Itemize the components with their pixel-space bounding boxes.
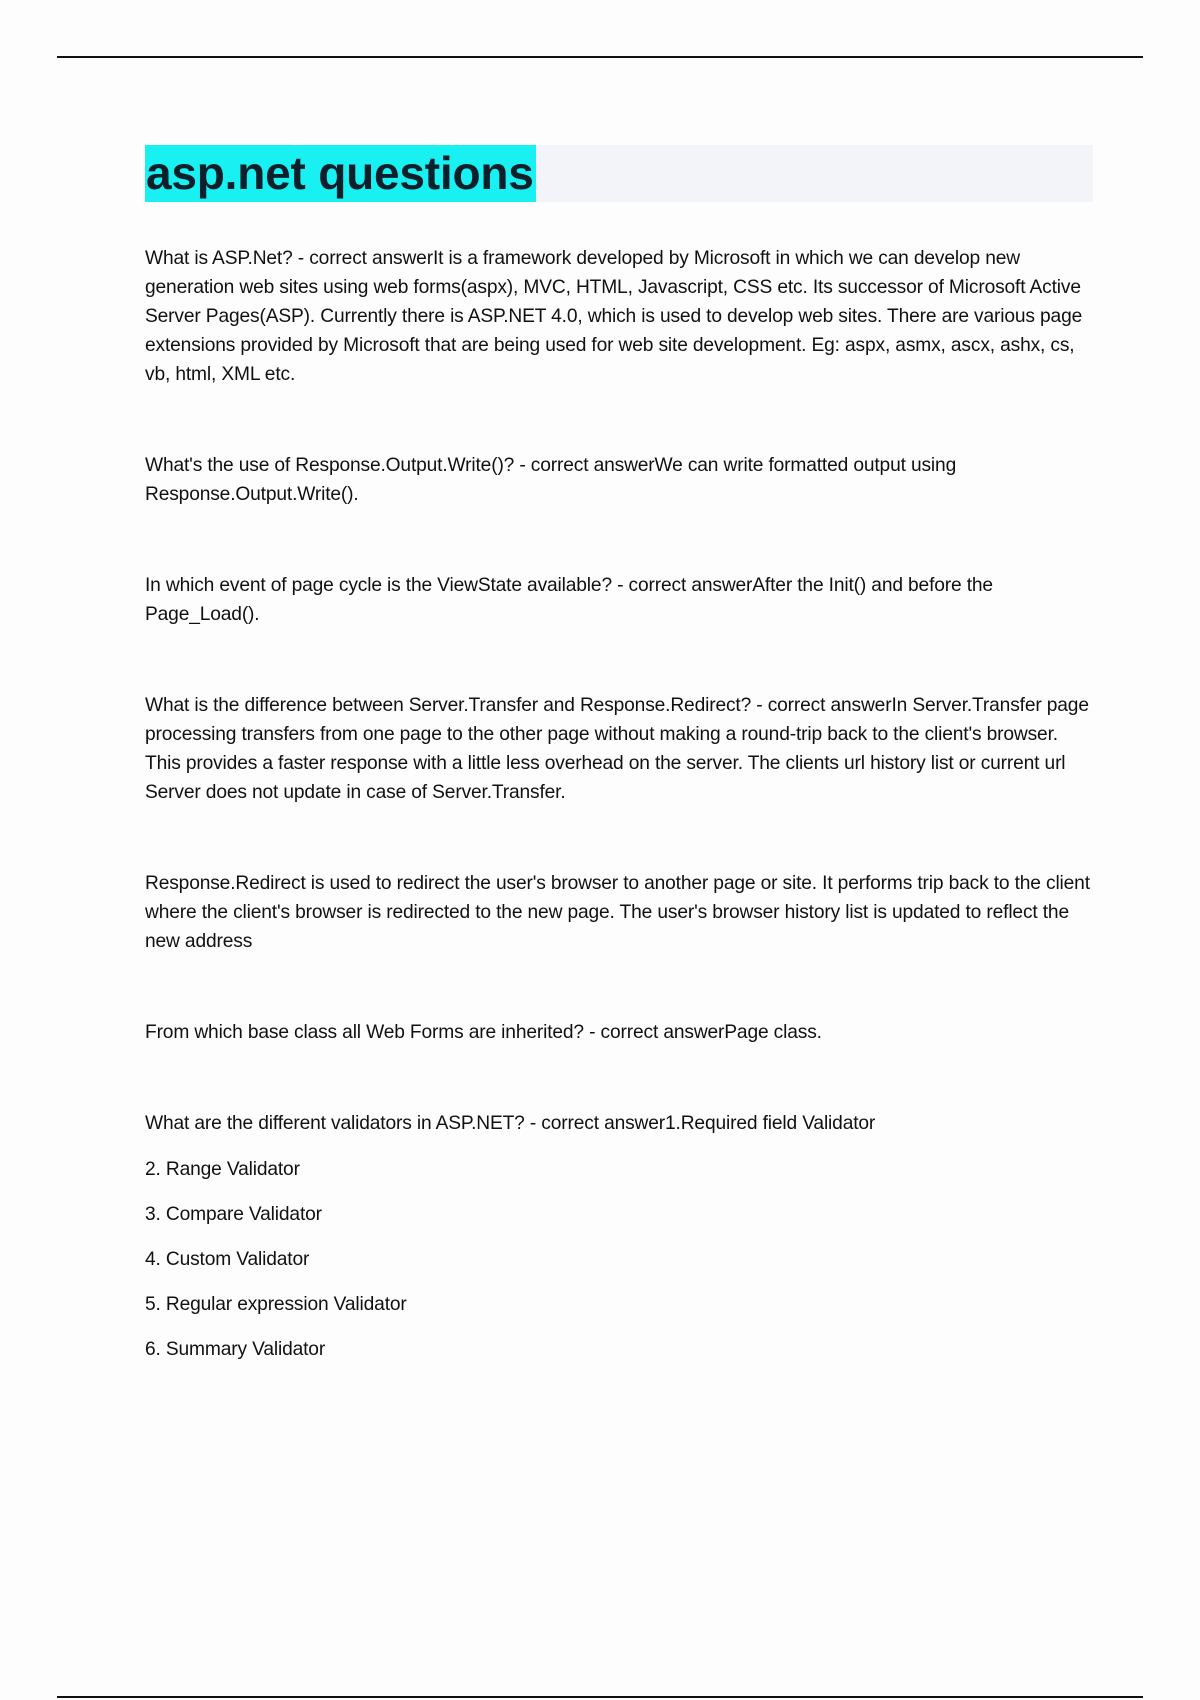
validator-list-item: 4. Custom Validator <box>145 1249 310 1270</box>
validator-list-item: 2. Range Validator <box>145 1159 300 1180</box>
validator-list-item: 3. Compare Validator <box>145 1204 322 1225</box>
page-title: asp.net questions <box>145 145 536 202</box>
qa-paragraph: In which event of page cycle is the ViewState available? - correct answerAfter the Init() and before the Page_Load(). <box>145 575 993 625</box>
validator-list-item: 6. Summary Validator <box>145 1339 326 1360</box>
header-rule <box>57 56 1143 58</box>
qa-paragraph: What is the difference between Server.Transfer and Response.Redirect? - correct answerIn Server.Transfer page processing transfers from one page to the other page without making a round-trip back to the client's browser. This provides a faster response with a little less overhead on the server. The clients url history list or current url Server does not update in case of Server.Transfer. <box>145 695 1089 803</box>
footer-rule <box>57 1696 1143 1698</box>
document-body <box>145 244 1095 1380</box>
qa-paragraph: What are the different validators in ASP.NET? - correct answer1.Required field Validator <box>145 1113 876 1134</box>
validator-list-item: 5. Regular expression Validator <box>145 1294 407 1315</box>
qa-paragraph: What is ASP.Net? - correct answerIt is a framework developed by Microsoft in which we can develop new generation web sites using web forms(aspx), MVC, HTML, Javascript, CSS etc. Its successor of Microsoft Active Server Pages(ASP). Currently there is ASP.NET 4.0, which is used to develop web sites. There are various page extensions provided by Microsoft that are being used for web site development. Eg: aspx, asmx, ascx, ashx, cs, vb, html, XML etc. <box>145 248 1083 385</box>
qa-paragraph: Response.Redirect is used to redirect the user's browser to another page or site. It performs trip back to the client where the client's browser is redirected to the new page. The user's browser history list is updated to reflect the new address <box>145 873 1090 952</box>
qa-paragraph: What's the use of Response.Output.Write()? - correct answerWe can write formatted output using Response.Output.Write(). <box>145 455 957 505</box>
qa-paragraph: From which base class all Web Forms are inherited? - correct answerPage class. <box>145 1022 822 1043</box>
